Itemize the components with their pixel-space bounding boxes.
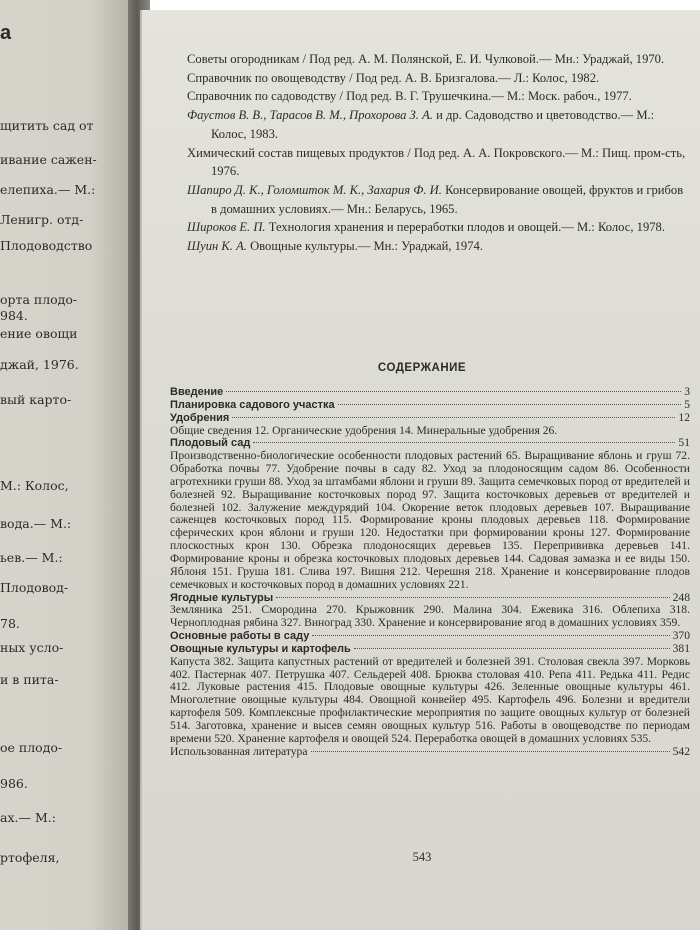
toc-subentries: Капуста 382. Защита капустных растений от вредителей и болезней 391. Столовая свекла 397. Морковь 402. Пастернак 407. Петрушка 407. Сельдерей 408. Брюква столовая 410. Репа 411. Редька 411. Редис 412. Луковые растения 415. Плодовые овощные культуры 426. Зеленные овощные культуры 461. Многолетние овощные культуры 484. Овощной конвейер 495. Картофель 496. Болезни и вредители картофеля 509. Комплексные профилактические мероприятия по защите овощных культур от болезней 514. Заготовка, хранение и высев семян овощных культур 516. Работы в овощеводстве по периодам времени 520. Хранение картофеля и овощей 524. Переработка овощей в домашних условиях 535. [170, 654, 690, 745]
toc-entry [170, 399, 690, 412]
toc-entry-title: Введение [170, 386, 224, 398]
table-of-contents [170, 386, 690, 758]
toc-entry [170, 630, 690, 643]
bibliography-text: Справочник по овощеводству / Под ред. А. В. Бризгалова.— Л.: Колос, 1982. [187, 70, 600, 85]
left-page-text-fragment: и в пита- [0, 672, 59, 687]
left-page-text-fragment: вый карто- [0, 392, 72, 407]
left-page-text-fragment: 986. [0, 776, 28, 791]
toc-entry-page: 3 [684, 385, 690, 398]
toc-entry [170, 412, 690, 425]
toc-entry-page: 12 [678, 410, 690, 424]
toc-entry-title: Использованная литература [170, 744, 308, 758]
toc-leader-dots [232, 417, 675, 418]
toc-leader-dots [354, 648, 670, 649]
bibliography-entry [187, 106, 687, 143]
toc-entry-page: 5 [684, 397, 690, 411]
left-page-text-fragment: ьев.— М.: [0, 550, 63, 565]
toc-heading: СОДЕРЖАНИЕ [377, 362, 467, 374]
toc-entry-title: Ягодные культуры [170, 591, 274, 604]
left-page-text-fragment: ое плодо- [0, 740, 63, 755]
bibliography-entry [187, 69, 687, 88]
left-page-text-fragment: ах.— М.: [0, 810, 56, 825]
toc-leader-dots [276, 597, 669, 598]
toc-leader-dots [338, 404, 682, 405]
left-page-text-fragment: 984. [0, 308, 28, 323]
toc-subentries: Общие сведения 12. Органические удобрения 14. Минеральные удобрения 26. [170, 423, 558, 437]
left-page-text-fragment: Ленигр. отд- [0, 212, 84, 227]
left-page-text-fragment: М.: Колос, [0, 478, 69, 493]
right-page [140, 10, 700, 930]
left-page-text-fragment: Плодоводство [0, 238, 93, 253]
toc-subentries: Земляника 251. Смородина 270. Крыжовник 290. Малина 304. Ежевика 316. Облепиха 318. Черноплодная рябина 327. Виноград 330. Хранение и консервирование ягод в домашних условиях 359. [170, 603, 690, 630]
bibliography-author: Шапиро Д. К., Голомшток М. К., Захария Ф. И. [187, 182, 442, 197]
left-facing-page [0, 0, 142, 930]
toc-subentries: Производственно-биологические особенности плодовых растений 65. Выращивание яблонь и груш 72. Обработка почвы 77. Удобрение почвы в саду 82. Уход за плодоносящим садом 86. Особенности агротехники груши 88. Уход за штамбами яблони и груши 89. Защита семечковых пород от вредителей и болезней 92. Выращивание косточковых пород 97. Защита косточковых деревьев от вредителей и болезней 102. Залужение междурядий 104. Окорение веток плодовых деревьев 107. Выращивание саженцев косточковых пород 115. Формирование кроны плодовых деревьев 118. Формирование сферических крон яблони и груши 120. Недостатки при формировании кроны 127. Формирование плоскостных крон 130. Обрезка плодоносящих деревьев 135. Перепрививка деревьев 141. Формирование кроны и обрезка косточковых плодовых деревьев 144. Садовая замазка и ее виды 150. Яблоня 151. Груша 181. Слива 197. Вишня 212. Черешня 218. Хранение и консервирование плодов семечковых и косточковых пород в домашних условиях 221. [170, 449, 690, 591]
bibliography-text: Справочник по садоводству / Под ред. В. Г. Трушечкина.— М.: Моск. рабоч., 1977. [187, 89, 632, 104]
bibliography-text: Технология хранения и переработки плодов и овощей.— М.: Колос, 1978. [265, 220, 665, 235]
bibliography-author: Фаустов В. В., Тарасов В. М., Прохорова З. А. [187, 108, 433, 123]
toc-entry [170, 643, 690, 656]
toc-leader-dots [226, 391, 681, 392]
toc-entry-page: 51 [678, 436, 690, 450]
left-page-text-fragment: 78. [0, 616, 20, 631]
toc-entry-title: Основные работы в саду [170, 630, 310, 643]
left-page-text-fragment: орта плодо- [0, 292, 78, 307]
bibliography-entry [187, 87, 687, 106]
bibliography-text: Советы огородникам / Под ред. А. М. Полянской, Е. И. Чулковой.— Мн.: Ураджай, 1970. [187, 52, 665, 66]
left-page-text-fragment: ртофеля, [0, 850, 60, 865]
left-page-text-fragment: ных усло- [0, 640, 64, 655]
toc-entry-page: 381 [672, 641, 690, 655]
bibliography-text: и др. Садоводство и цветоводство.— М.: Колос, 1983. [211, 108, 655, 141]
bibliography-text: Консервирование овощей, фруктов и грибов в домашних условиях.— Мн.: Беларусь, 1965. [211, 182, 684, 216]
toc-entry-title: Овощные культуры и картофель [170, 642, 351, 655]
toc-entry-page: 542 [672, 744, 690, 758]
bibliography-author: Шуин К. А. [187, 239, 247, 254]
bibliography-list [187, 50, 687, 256]
toc-leader-dots [253, 442, 675, 443]
bibliography-entry [187, 237, 687, 256]
left-page-text-fragment: Плодовод- [0, 580, 69, 595]
left-page-text-fragment: щитить сад от [0, 118, 94, 133]
toc-entry-title: Плодовый сад [170, 437, 251, 450]
toc-entry [170, 746, 690, 759]
page-number: 543 [412, 850, 432, 864]
bibliography-text: Химический состав пищевых продуктов / Под ред. А. А. Покровского.— М.: Пищ. пром-сть, 1976. [187, 145, 686, 179]
left-page-text-fragment: вода.— М.: [0, 516, 72, 531]
toc-leader-dots [311, 751, 670, 752]
toc-entry [170, 386, 690, 399]
left-page-text-fragment: ение овощи [0, 326, 78, 341]
left-page-text-fragment: а [0, 22, 12, 44]
bibliography-author: Широков Е. П. [187, 220, 266, 235]
toc-entry-page: 248 [672, 590, 690, 604]
bibliography-entry [187, 218, 687, 237]
bibliography-entry [187, 50, 687, 69]
toc-entry-title: Удобрения [170, 411, 230, 424]
bibliography-text: Овощные культуры.— Мн.: Ураджай, 1974. [246, 239, 483, 254]
left-page-text-fragment: джай, 1976. [0, 357, 79, 372]
bibliography-entry [187, 181, 687, 218]
left-page-text-fragment: елепиха.— М.: [0, 182, 96, 197]
bibliography-entry [187, 144, 687, 181]
toc-entry-page: 370 [672, 629, 690, 643]
toc-entry-title: Планировка садового участка [170, 398, 335, 411]
toc-leader-dots [312, 635, 669, 636]
left-page-text-fragment: ивание сажен- [0, 152, 97, 167]
